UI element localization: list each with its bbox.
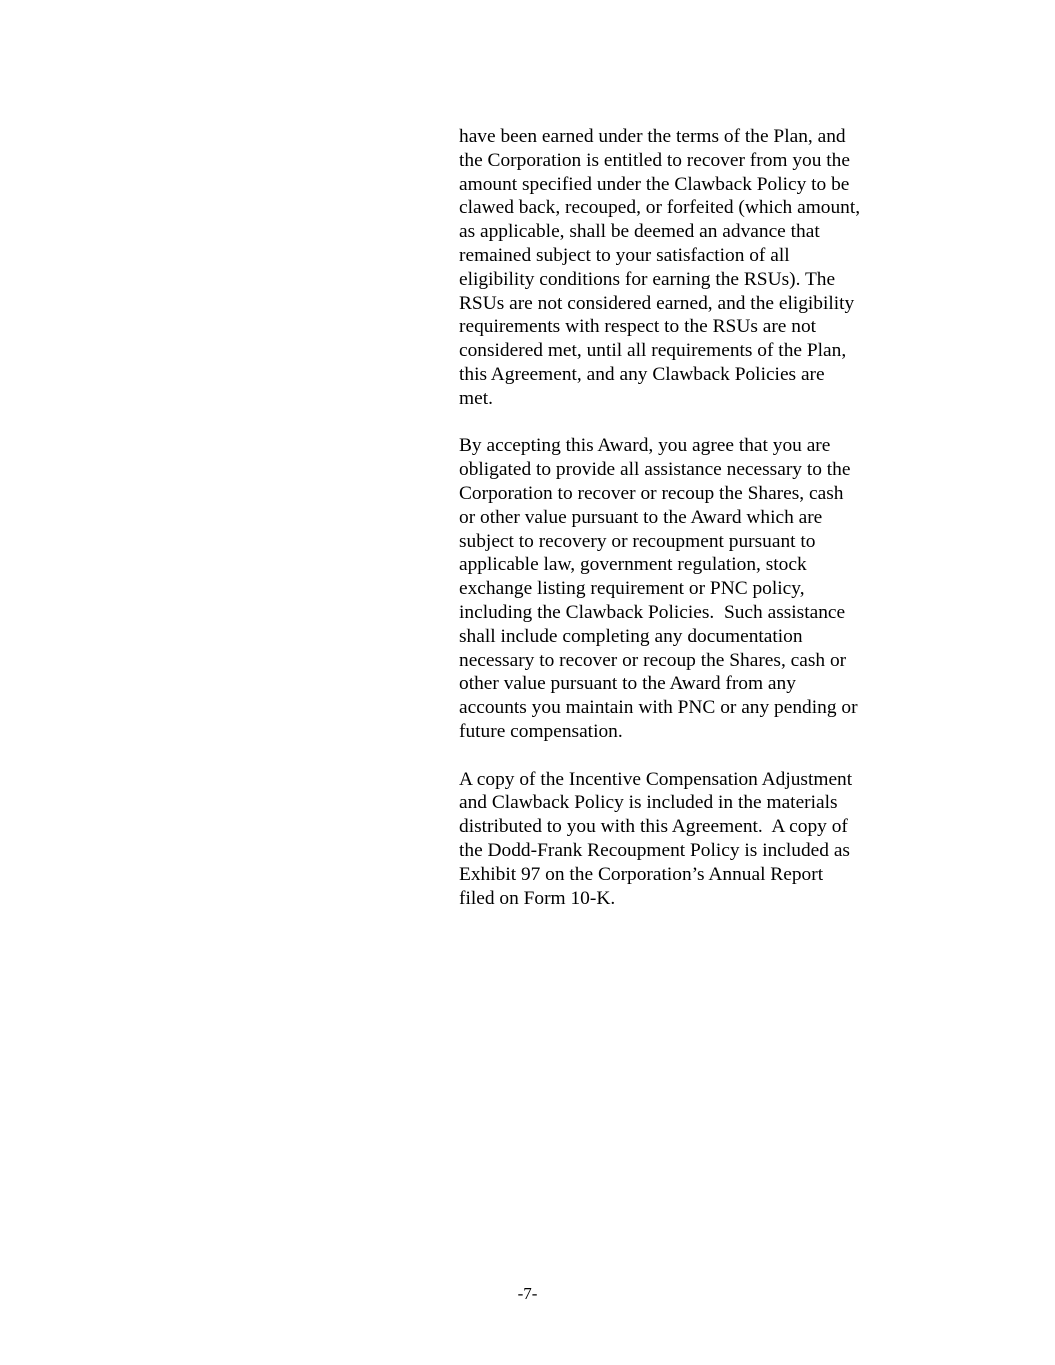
text-column	[459, 125, 899, 934]
text-line: exchange listing requirement or PNC policy,	[459, 578, 805, 600]
text-line: other value pursuant to the Award from any	[459, 673, 796, 695]
text-line: Corporation to recover or recoup the Shares, cash	[459, 482, 844, 504]
text-line: distributed to you with this Agreement. A copy of	[459, 816, 848, 838]
page-number: -7-	[517, 1284, 538, 1303]
text-line: Exhibit 97 on the Corporation’s Annual Report	[459, 863, 824, 885]
text-line: clawed back, recouped, or forfeited (which amount,	[459, 197, 861, 219]
text-line: future compensation.	[459, 720, 623, 742]
text-line: as applicable, shall be deemed an advance that	[459, 221, 820, 243]
text-line: or other value pursuant to the Award which are	[459, 506, 823, 528]
text-line: By accepting this Award, you agree that you are	[459, 435, 831, 457]
paragraph-policy-copies	[459, 768, 899, 911]
text-line: requirements with respect to the RSUs are not	[459, 316, 817, 338]
text-line: considered met, until all requirements of the Plan,	[459, 340, 847, 362]
text-line: remained subject to your satisfaction of all	[459, 244, 790, 266]
text-line: filed on Form 10-K.	[459, 887, 616, 909]
text-line: met.	[459, 387, 493, 409]
paragraph-clawback-earning	[459, 125, 899, 411]
text-line: A copy of the Incentive Compensation Adjustment	[459, 768, 853, 790]
text-line: this Agreement, and any Clawback Policies are	[459, 363, 825, 385]
text-line: the Dodd-Frank Recoupment Policy is included as	[459, 839, 850, 861]
text-line: applicable law, government regulation, stock	[459, 554, 807, 576]
text-line: amount specified under the Clawback Policy to be	[459, 173, 850, 195]
paragraph-assistance-obligation	[459, 434, 899, 743]
text-line: including the Clawback Policies. Such assistance	[459, 601, 846, 623]
text-line: have been earned under the terms of the Plan, and	[459, 126, 846, 147]
text-line: RSUs are not considered earned, and the eligibility	[459, 292, 855, 314]
text-line: and Clawback Policy is included in the materials	[459, 792, 838, 814]
text-line: eligibility conditions for earning the RSUs). The	[459, 268, 836, 290]
text-line: subject to recovery or recoupment pursuant to	[459, 530, 816, 552]
text-line: necessary to recover or recoup the Shares, cash or	[459, 649, 847, 671]
text-line: obligated to provide all assistance necessary to the	[459, 459, 851, 481]
text-line: the Corporation is entitled to recover from you the	[459, 149, 850, 171]
text-line: accounts you maintain with PNC or any pending or	[459, 697, 858, 719]
text-line: shall include completing any documentation	[459, 625, 803, 647]
